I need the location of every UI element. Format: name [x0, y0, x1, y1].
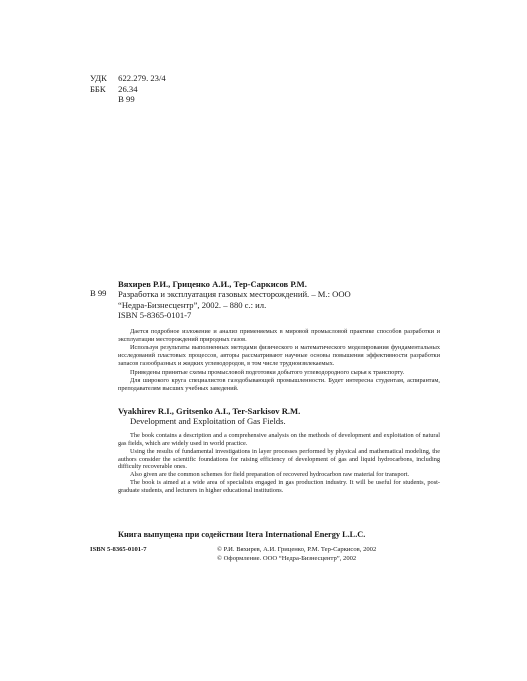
english-abstract-paragraph: Also given are the common schemes for field preparation of recovered hydrocarbon raw material for transport.: [130, 471, 410, 479]
english-title: Development and Exploitation of Gas Fields.: [130, 416, 286, 427]
russian-isbn: ISBN 5-8365-0101-7: [118, 310, 192, 321]
russian-citation-line2: “Недра-Бизнесцентр”, 2002. – 880 с.: ил.: [118, 299, 267, 310]
classification-codes: [90, 73, 166, 105]
author-code: В 99: [118, 94, 135, 104]
english-abstract-paragraph: The book is aimed at a wide area of specialists engaged in gas production industry. It will be useful for students, post-graduate students, and lecturers in higher educational institutions.: [118, 479, 440, 495]
udk-row: [90, 73, 166, 84]
russian-citation-line1: Разработка и эксплуатация газовых месторождений. – М.: ООО: [118, 289, 351, 300]
udk-value: 622.279. 23/4: [118, 73, 166, 83]
author-code-row: [90, 94, 166, 105]
russian-abstract-paragraph: Дается подробное изложение и анализ применяемых в мировой промысловой практике способов разработки и эксплуатации месторождений природных газов.: [118, 327, 440, 343]
bbk-row: [90, 84, 166, 95]
russian-citation: [118, 279, 440, 321]
russian-authors: Вяхирев Р.И., Гриценко А.И., Тер-Саркисов Р.М.: [118, 279, 307, 289]
russian-abstract-paragraph: Для широкого круга специалистов газодобывающей промышленности. Будет интересна студентам, аспирантам, преподавателям высших учебных заведений.: [118, 376, 440, 393]
udk-label: УДК: [90, 73, 107, 83]
copyright-authors: © Р.И. Вяхирев, А.И. Гриценко, Р.М. Тер-Саркисов, 2002: [217, 546, 377, 553]
russian-abstract-paragraph: Приведены принятые схемы промысловой подготовки добытого углеводородного сырья к транспорту.: [130, 368, 405, 376]
copyright-notices: [217, 546, 376, 563]
english-abstract-paragraph: The book contains a description and a comprehensive analysis on the methods of development and exploitation of natural gas fields, which are widely used in world practice.: [118, 431, 440, 447]
russian-abstract: [118, 328, 440, 394]
english-abstract-paragraph: Using the results of fundamental investigations in layer processes performed by physical and mathematical modeling, the authors consider the scientific foundations for raising efficiency of development of gas and liquid hydrocarbons, including difficulty recoverable ones.: [118, 447, 440, 471]
english-abstract: [118, 432, 440, 495]
side-author-code: В 99: [90, 288, 107, 298]
bbk-value: 26.34: [118, 83, 138, 94]
bbk-label: ББК: [90, 83, 106, 94]
russian-abstract-paragraph: Используя результаты выполненных методами физического и математического моделирования фундаментальных исследований пластовых процессов, авторы рассматривают научные основы повышения эффективности разработки запасов газообразных и жидких углеводородов, в том числе трудноизвлекаемых.: [118, 344, 440, 368]
english-authors: Vyakhirev R.I., Gritsenko A.I., Ter-Sarkisov R.M.: [118, 406, 301, 416]
english-annotation: [118, 406, 440, 495]
russian-annotation: [90, 279, 440, 393]
footer-isbn: ISBN 5-8365-0101-7: [90, 546, 147, 553]
copyright-design: © Оформление. ООО “Недра-Бизнесцентр”, 2002: [217, 554, 357, 562]
support-line: Книга выпущена при содействии Itera International Energy L.L.C.: [118, 530, 366, 539]
english-citation: [118, 406, 440, 427]
